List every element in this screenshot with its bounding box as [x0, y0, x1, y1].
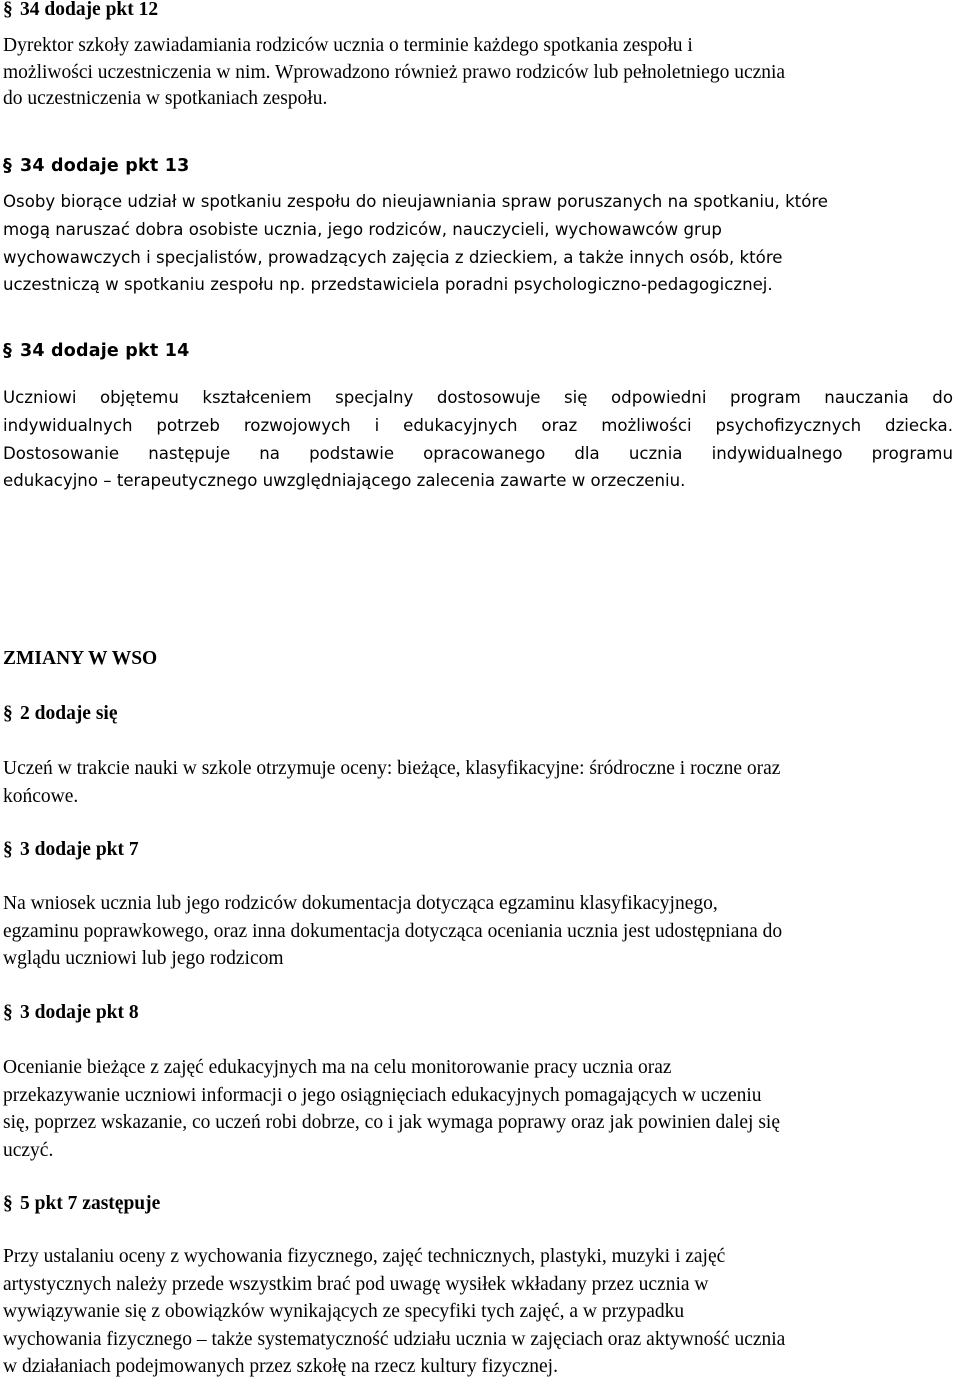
section-sign: § [3, 839, 13, 860]
paragraph-line: Uczniowi objętemu kształceniem specjalny dostosowuje się odpowiedni program nauczania do [3, 388, 953, 407]
paragraph-line: możliwości uczestniczenia w nim. Wprowadzono również prawo rodziców lub pełnoletniego ucznia [3, 61, 786, 83]
paragraph-line: Na wniosek ucznia lub jego rodziców dokumentacja dotycząca egzaminu klasyfikacyjnego, [3, 893, 718, 914]
section-paragraph [3, 755, 953, 810]
section-sign: § [3, 1002, 13, 1023]
section-heading [3, 702, 118, 726]
section-paragraph [3, 33, 953, 113]
paragraph-line: wychowawczych i specjalistów, prowadzących zajęcia z dzieckiem, a także innych osób, które [3, 247, 783, 267]
paragraph-line: w działaniach podejmowanych przez szkołę na rzecz kultury fizycznej. [3, 1356, 558, 1377]
section-heading-text: 34 dodaje pkt 14 [20, 341, 190, 361]
paragraph-line: Uczeń w trakcie nauki w szkole otrzymuje oceny: bieżące, klasyfikacyjne: śródroczne i roczne oraz [3, 758, 781, 779]
section-heading [3, 0, 158, 22]
section-paragraph [3, 188, 953, 299]
section-heading [3, 1001, 139, 1025]
section-heading [3, 154, 189, 178]
paragraph-line: wglądu uczniowi lub jego rodzicom [3, 948, 284, 969]
paragraph-line: przekazywanie uczniowi informacji o jego osiągnięciach edukacyjnych pomagających w uczeniu [3, 1084, 762, 1106]
paragraph-line: Dyrektor szkoły zawiadamiania rodziców ucznia o terminie każdego spotkania zespołu i [3, 35, 693, 56]
section-paragraph [3, 384, 953, 495]
paragraph-line: Przy ustalaniu oceny z wychowania fizycznego, zajęć technicznych, plastyki, muzyki i zajęć [3, 1246, 726, 1267]
paragraph-line: końcowe. [3, 785, 79, 807]
section-heading [3, 1192, 160, 1216]
paragraph-line: się, poprzez wskazanie, co uczeń robi dobrze, co i jak wymaga poprawy oraz jak powinien dalej się [3, 1112, 780, 1133]
paragraph-line: indywidualnych potrzeb rozwojowych i edukacyjnych oraz możliwości psychofizycznych dziecka. [3, 415, 953, 435]
section-sign: § [3, 0, 13, 20]
paragraph-line: egzaminu poprawkowego, oraz inna dokumentacja dotycząca oceniania ucznia jest udostępniana do [3, 920, 783, 942]
paragraph-line: wywiązywanie się z obowiązków wynikających ze specyfiki tych zajęć, a w przypadku [3, 1301, 685, 1322]
section-paragraph [3, 890, 953, 973]
section-heading [3, 339, 189, 363]
section-sign: § [3, 341, 12, 361]
paragraph-line: artystycznych należy przede wszystkim brać pod uwagę wysiłek wkładany przez ucznia w [3, 1273, 709, 1295]
paragraph-line: do uczestniczenia w spotkaniach zespołu. [3, 88, 328, 109]
section-heading-text: 3 dodaje pkt 7 [20, 839, 139, 860]
section-sign: § [3, 156, 12, 176]
section-heading-text: 3 dodaje pkt 8 [20, 1002, 139, 1023]
section-heading-text: 2 dodaje się [20, 703, 118, 724]
paragraph-line: uczyć. [3, 1139, 54, 1161]
paragraph-line: Ocenianie bieżące z zajęć edukacyjnych ma na celu monitorowanie pracy ucznia oraz [3, 1057, 672, 1078]
section-sign: § [3, 703, 13, 724]
section-sign: § [3, 1193, 13, 1214]
section-heading-text: 34 dodaje pkt 13 [20, 156, 190, 176]
section-paragraph [3, 1054, 953, 1164]
paragraph-line: Osoby biorące udział w spotkaniu zespołu do nieujawniania spraw poruszanych na spotkaniu, które [3, 192, 829, 211]
section-heading-text: 5 pkt 7 zastępuje [20, 1193, 161, 1214]
section-heading [3, 838, 139, 862]
paragraph-line: wychowania fizycznego – także systematyczność udziału ucznia w zajęciach oraz aktywność ucznia [3, 1328, 786, 1350]
paragraph-line: Dostosowanie następuje na podstawie opracowanego dla ucznia indywidualnego programu [3, 443, 953, 463]
paragraph-line: mogą naruszać dobra osobiste ucznia, jego rodziców, nauczycieli, wychowawców grup [3, 219, 722, 239]
zmiany-title: ZMIANY W WSO [3, 648, 158, 669]
section-heading-text: 34 dodaje pkt 12 [20, 0, 159, 20]
section-paragraph [3, 1243, 953, 1381]
paragraph-line: edukacyjno – terapeutycznego uwzględniającego zalecenia zawarte w orzeczeniu. [3, 471, 686, 491]
paragraph-line: uczestniczą w spotkaniu zespołu np. przedstawiciela poradni psychologiczno-pedagogicznej. [3, 275, 773, 295]
